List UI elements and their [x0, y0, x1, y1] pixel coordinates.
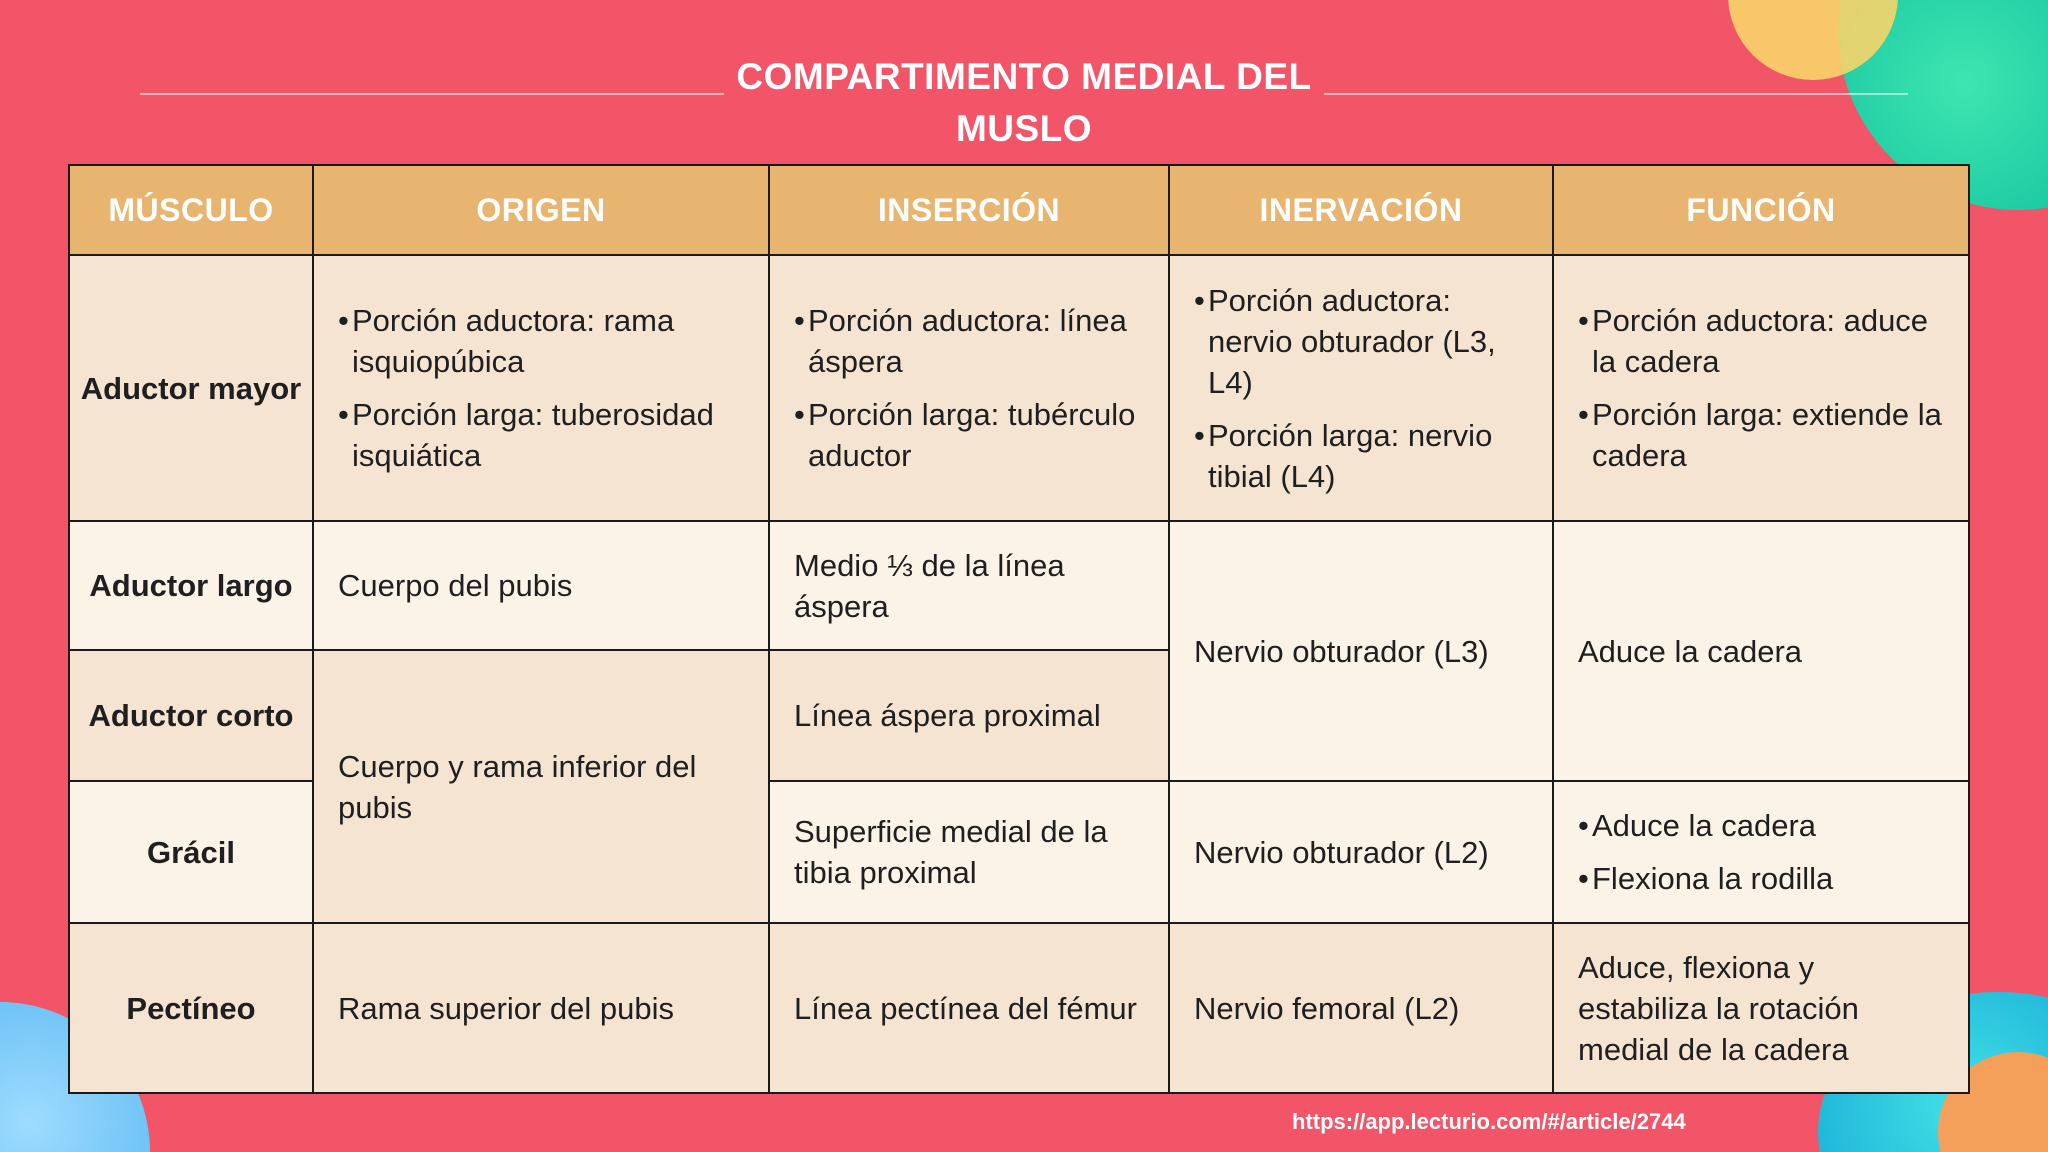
insertion-cell: Línea áspera proximal	[769, 650, 1169, 781]
innervation-item: • Porción larga: nervio tibial (L4)	[1194, 415, 1528, 497]
table-row	[69, 255, 1969, 521]
muscle-name: Aductor mayor	[69, 255, 313, 521]
header-cell-origin: ORIGEN	[313, 165, 769, 255]
table-row	[69, 521, 1969, 650]
function-item: • Porción aductora: aduce la cadera	[1578, 300, 1944, 382]
header-cell-muscle: MÚSCULO	[69, 165, 313, 255]
title-divider-left	[140, 93, 724, 95]
insertion-cell: Superficie medial de la tibia proximal	[769, 781, 1169, 923]
origin-item: • Porción larga: tuberosidad isquiática	[338, 394, 744, 476]
innervation-cell: Nervio obturador (L3)	[1169, 521, 1553, 781]
title-divider-right	[1324, 93, 1908, 95]
function-cell	[1553, 781, 1969, 923]
source-url: https://app.lecturio.com/#/article/2744	[1292, 1109, 1686, 1134]
function-item: • Aduce la cadera	[1578, 805, 1944, 846]
insertion-cell: Línea pectínea del fémur	[769, 923, 1169, 1093]
origin-cell: Cuerpo del pubis	[313, 521, 769, 650]
function-cell: Aduce la cadera	[1553, 521, 1969, 781]
page-title: COMPARTIMENTO MEDIAL DEL MUSLO	[736, 56, 1312, 149]
header-cell-innervation: INERVACIÓN	[1169, 165, 1553, 255]
function-item: • Flexiona la rodilla	[1578, 858, 1944, 899]
table-row	[69, 923, 1969, 1093]
origin-cell: Rama superior del pubis	[313, 923, 769, 1093]
insertion-item: • Porción aductora: línea áspera	[794, 300, 1144, 382]
innervation-item: • Porción aductora: nervio obturador (L3, L4)	[1194, 280, 1528, 403]
function-item: • Porción larga: extiende la cadera	[1578, 394, 1944, 476]
insertion-cell	[769, 255, 1169, 521]
muscle-name: Aductor largo	[69, 521, 313, 650]
muscle-name: Aductor corto	[69, 650, 313, 781]
origin-cell	[313, 255, 769, 521]
muscle-name: Pectíneo	[69, 923, 313, 1093]
title-bar	[140, 48, 1908, 158]
muscle-name: Grácil	[69, 781, 313, 923]
function-cell: Aduce, flexiona y estabiliza la rotación medial de la cadera	[1553, 923, 1969, 1093]
insertion-cell: Medio ⅓ de la línea áspera	[769, 521, 1169, 650]
header-cell-insertion: INSERCIÓN	[769, 165, 1169, 255]
innervation-cell: Nervio femoral (L2)	[1169, 923, 1553, 1093]
innervation-cell: Nervio obturador (L2)	[1169, 781, 1553, 923]
origin-cell: Cuerpo y rama inferior del pubis	[313, 650, 769, 923]
function-cell	[1553, 255, 1969, 521]
origin-item: • Porción aductora: rama isquiopúbica	[338, 300, 744, 382]
muscle-table	[68, 164, 1970, 1094]
table-header-row	[69, 165, 1969, 255]
innervation-cell	[1169, 255, 1553, 521]
header-cell-function: FUNCIÓN	[1553, 165, 1969, 255]
insertion-item: • Porción larga: tubérculo aductor	[794, 394, 1144, 476]
